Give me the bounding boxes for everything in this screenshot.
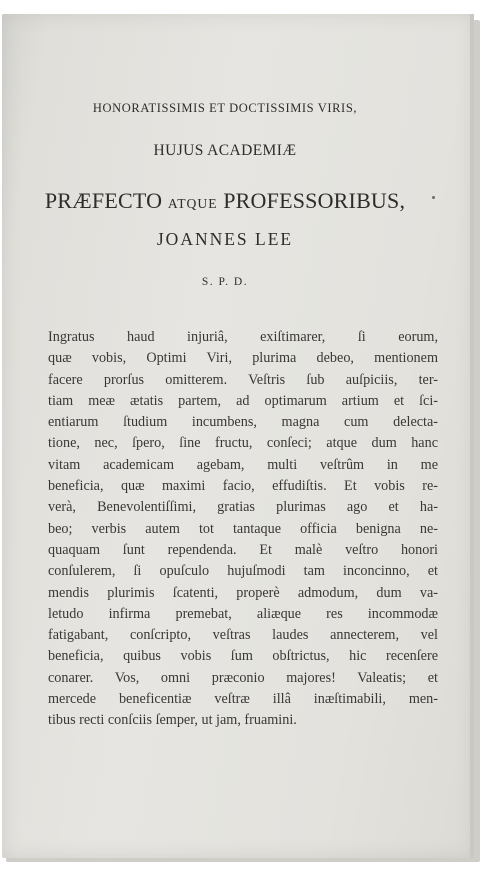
dedication-body xyxy=(48,327,438,732)
body-line: fatigabant, conſcripto, veſtras laudes annecterem, vel xyxy=(48,627,438,644)
body-line: quaquam ſunt rependenda. Et malè veſtro honori xyxy=(48,541,438,558)
body-line: facere prorſus omitterem. Veſtris ſub auſpiciis, ter- xyxy=(48,371,438,388)
body-line: tibus recti conſciis ſemper, ut jam, fruamini. xyxy=(48,712,297,729)
body-line: conarer. Vos, omni præconio majores! Valeatis; et xyxy=(48,669,438,686)
body-line: verà, Benevolentiſſimi, gratias plurimas ago et ha- xyxy=(48,499,438,516)
dedication-word-atque: ATQUE xyxy=(167,196,218,211)
page-edge xyxy=(470,14,474,858)
body-line: vitam academicam agebam, multi veſtrûm in me xyxy=(48,456,438,473)
dedication-word-professoribus: PROFESSORIBUS, xyxy=(223,188,406,213)
body-line: beneficia, quibus vobis ſum obſtrictus, hic recenſere xyxy=(48,648,438,665)
body-line: mercede beneficentiæ veſtræ illâ inæſtimabili, men- xyxy=(48,691,438,708)
body-line: mendis plurimis ſcatenti, properè admodum, dum va- xyxy=(48,584,438,601)
body-line: Ingratus haud injuriâ, exiſtimarer, ſi eorum, xyxy=(48,329,438,345)
dedication-word-praefecto: PRÆFECTO xyxy=(44,188,163,213)
paper-speck xyxy=(432,196,435,199)
body-line: quæ vobis, Optimi Viri, plurima debeo, mentionem xyxy=(48,350,438,367)
body-line: beo; verbis autem tot tantaque officia benigna ne- xyxy=(48,520,438,537)
body-line: beneficia, quæ maximi facio, effudiſtis. Et vobis re- xyxy=(48,478,438,495)
body-line: entiarum ſtudium incumbens, magna cum delecta- xyxy=(48,414,438,431)
body-line: tione, nec, ſpero, ſine fructu, conſeci; atque dum hanc xyxy=(48,435,438,452)
salutation: S. P. D. xyxy=(201,276,249,288)
dedication-line-1: HONORATISSIMIS ET DOCTISSIMIS VIRIS, xyxy=(92,101,358,115)
author-name: JOANNES LEE xyxy=(156,229,294,249)
body-line: conſulerem, ſi opuſculo hujuſmodi tam inconcinno, et xyxy=(48,563,438,580)
body-line: tiam meæ ætatis partem, ad optimarum artium et ſci- xyxy=(48,392,438,409)
body-line: letudo infirma premebat, aliæque res incommodæ xyxy=(48,605,438,622)
dedication-line-2: HUJUS ACADEMIÆ xyxy=(153,142,297,159)
dedication-line-3 xyxy=(30,188,420,214)
